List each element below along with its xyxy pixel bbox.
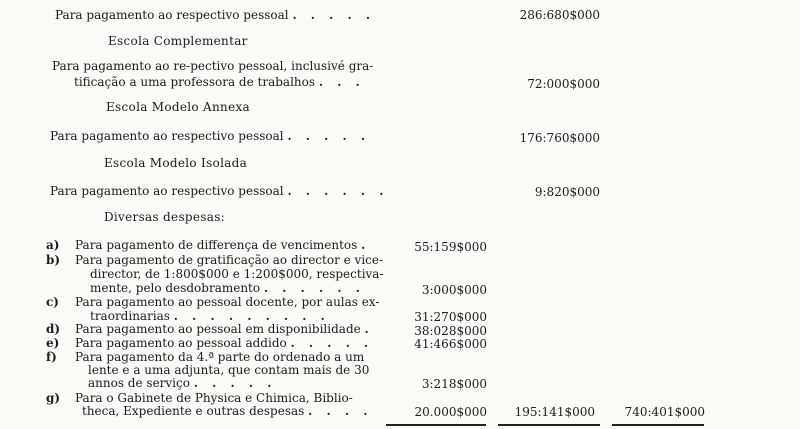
leader-dots: . . . . . [193,376,277,390]
amount-isolada: 9:820$000 [534,185,600,199]
entry-annexa-text [50,129,370,143]
item-d-line1 [75,322,374,336]
item-g-line2 [82,404,372,418]
amount-pessoal: 286:680$000 [519,8,600,22]
subtotal-diversas: 195:141$000 [514,405,595,419]
entry-label: Para pagamento ao respectivo pessoal [55,8,289,22]
entry-isolada-text [50,184,388,198]
item-e-line1 [75,336,373,350]
item-letter-b: b) [46,253,61,267]
item-letter-f: f) [46,350,57,364]
item-b-line3 [90,281,365,295]
item-c-line1: Para pagamento ao pessoal docente, por aulas ex- [75,295,380,309]
item-b-line2: director, de 1:800$000 e 1:200$000, respectiva- [90,267,384,281]
leader-dots: . . . . . . . . . [173,309,330,323]
grand-total: 740:401$000 [624,405,705,419]
item-letter-c: c) [46,295,59,309]
amount-item-c: 31:270$000 [414,310,487,324]
item-c-line2 [90,309,330,323]
item-g-line1: Para o Gabinete de Physica e Chimica, Biblio- [75,391,353,405]
entry-label: tificação a uma professora de trabalhos [74,75,316,89]
item-letter-g: g) [46,391,61,405]
leader-dots: . . . . . . [287,184,389,198]
entry-complementar-line1: Para pagamento ao re-pectivo pessoal, inclusivé gra- [52,59,374,73]
item-b-line1: Para pagamento de gratificação ao director e vice- [75,253,384,267]
leader-dots: . . . . . [292,8,376,22]
item-label: traordinarias [90,309,170,323]
item-label: Para pagamento ao pessoal em disponibilidade [75,322,361,336]
heading-escola-modelo-annexa: Escola Modelo Annexa [106,100,250,114]
item-label: Para pagamento ao pessoal addido [75,336,287,350]
leader-dots: . . . [318,75,365,89]
leader-dots: . . . . . . [263,281,365,295]
item-letter-a: a) [46,238,60,252]
heading-escola-modelo-isolada: Escola Modelo Isolada [104,156,248,170]
item-f-line1: Para pagamento da 4.ª parte do ordenado a um [75,350,365,364]
amount-item-f: 3:218$000 [421,377,487,391]
entry-label: Para pagamento ao respectivo pessoal [50,184,284,198]
amount-item-b: 3:000$000 [421,283,487,297]
sum-rule-items [386,424,486,426]
leader-dots: . . . . . [287,129,371,143]
leader-dots: . [364,322,374,336]
item-f-line2: lente e a uma adjunta, que contam mais de 30 [88,363,370,377]
item-label: mente, pelo desdobramento [90,281,261,295]
item-label: annos de serviço [88,376,190,390]
leader-dots: . . . . . [290,336,374,350]
item-letter-e: e) [46,336,60,350]
entry-label: Para pagamento ao respectivo pessoal [50,129,284,143]
amount-annexa: 176:760$000 [519,131,600,145]
amount-item-e: 41:466$000 [414,337,487,351]
amount-complementar: 72:000$000 [527,77,600,91]
entry-pessoal-text [55,8,375,22]
item-a-line1 [75,238,370,252]
entry-complementar-line2 [74,75,365,89]
item-label: Para pagamento de differença de vencimentos [75,238,358,252]
heading-escola-complementar: Escola Complementar [108,34,248,48]
amount-item-a: 55:159$000 [414,240,487,254]
sum-rule-subtotal [498,424,600,426]
item-letter-d: d) [46,322,61,336]
heading-diversas-despesas: Diversas despesas: [104,210,225,224]
amount-item-d: 38:028$000 [414,324,487,338]
leader-dots: . [361,238,371,252]
sum-rule-total [612,424,704,426]
leader-dots: . . . . [308,404,373,418]
item-label: theca, Expediente e outras despesas [82,404,305,418]
item-f-line3 [88,376,276,390]
amount-item-g: 20.000$000 [414,405,487,419]
